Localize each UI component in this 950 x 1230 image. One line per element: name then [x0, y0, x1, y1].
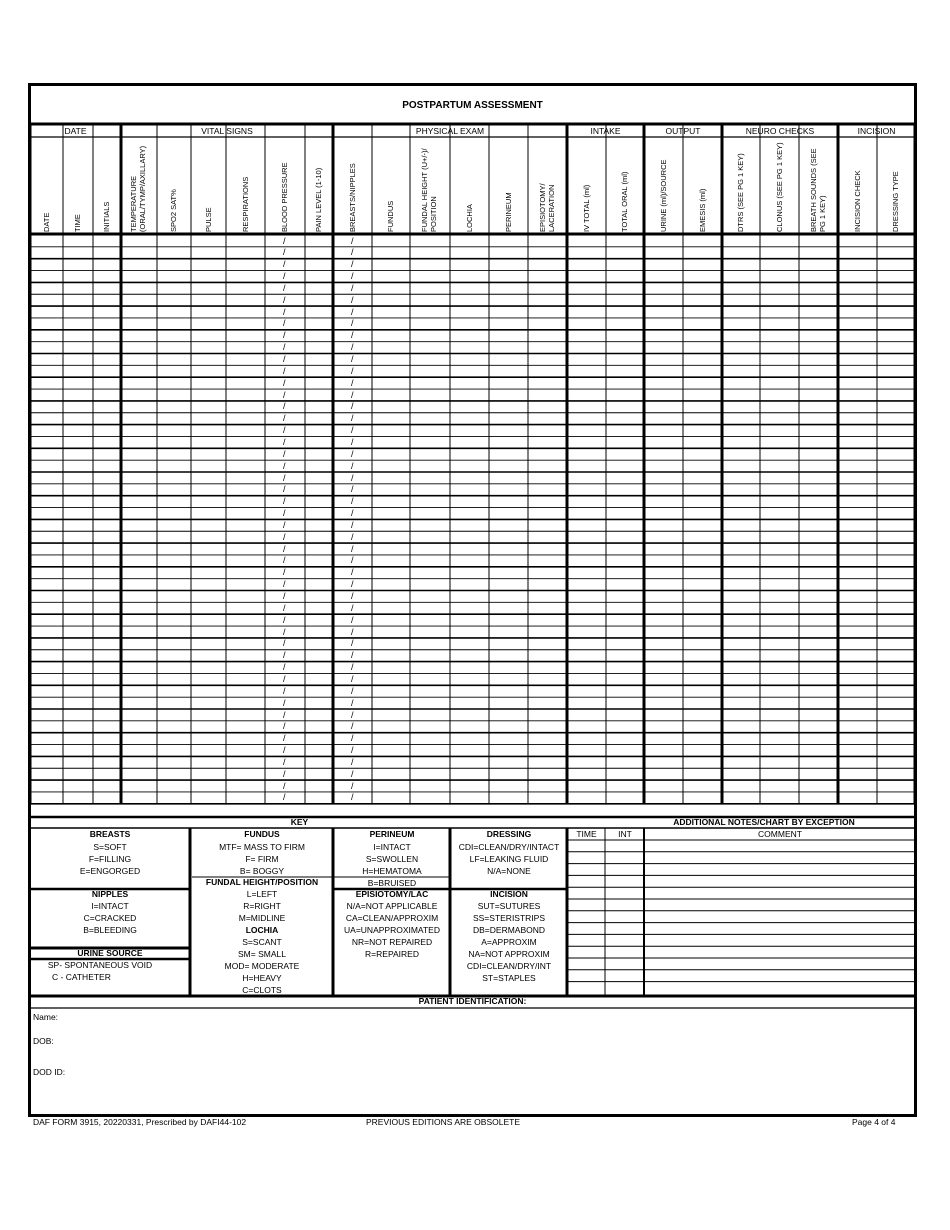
breasts-slash: /: [351, 602, 354, 613]
bp-slash: /: [283, 448, 286, 459]
footer-page: Page 4 of 4: [852, 1117, 896, 1127]
perineum-key-title: PERINEUM: [369, 829, 415, 839]
breasts-slash: /: [351, 460, 354, 471]
breasts-slash: /: [351, 768, 354, 779]
breasts-slash: /: [351, 247, 354, 258]
bp-slash: /: [283, 247, 286, 258]
column-header: DTRS (SEE PG 1 KEY): [736, 153, 745, 232]
patient-id-title: PATIENT IDENTIFICATION:: [418, 996, 527, 1006]
column-header: TEMPERATURE (ORAL/TYMP/AXILLARY): [129, 145, 147, 232]
bp-slash: /: [283, 271, 286, 282]
breasts-slash: /: [351, 342, 354, 353]
breasts-slash: /: [351, 377, 354, 388]
dressing-key-list: CDI=CLEAN/DRY/INTACT LF=LEAKING FLUID N/A=NONE: [458, 842, 560, 876]
bp-slash: /: [283, 282, 286, 293]
breasts-slash: /: [351, 413, 354, 424]
bp-slash: /: [283, 354, 286, 364]
column-header: URINE (ml)/SOURCE: [658, 159, 668, 232]
bp-slash: /: [283, 436, 286, 447]
breasts-slash: /: [351, 662, 354, 673]
bp-slash: /: [283, 531, 286, 542]
footer-form-id: DAF FORM 3915, 20220331, Prescribed by DAFI44-102: [33, 1117, 247, 1127]
column-header: TIME: [73, 214, 82, 232]
breasts-slash: /: [351, 733, 354, 744]
bp-slash: /: [283, 614, 286, 625]
breasts-slash: /: [351, 282, 354, 293]
column-header: TOTAL ORAL (ml): [620, 171, 629, 232]
column-header: INITIALS: [102, 201, 111, 232]
bp-slash: /: [283, 733, 286, 744]
breasts-slash: /: [351, 543, 354, 554]
breasts-slash: /: [351, 555, 354, 566]
bp-slash: /: [283, 306, 286, 317]
incision-key-title: INCISION: [490, 889, 528, 899]
column-header: RESPIRATIONS: [240, 176, 250, 232]
bp-slash: /: [283, 591, 286, 601]
bp-slash: /: [283, 626, 286, 637]
fundal-height-key-list: L=LEFT R=RIGHT M=MIDLINE: [238, 889, 286, 923]
bp-slash: /: [283, 496, 286, 507]
bp-slash: /: [283, 602, 286, 613]
perineum-key-list: I=INTACT S=SWOLLEN H=HEMATOMA B=BRUISED: [362, 842, 422, 888]
breasts-slash: /: [351, 685, 354, 696]
bp-slash: /: [283, 365, 286, 376]
column-header: FUNDAL HEIGHT (U+/-)/ POSITION: [420, 148, 438, 232]
bp-slash: /: [283, 235, 286, 246]
breasts-slash: /: [351, 330, 354, 341]
column-group-3: INTAKE: [590, 126, 621, 136]
bp-slash: /: [283, 460, 286, 471]
column-group-4: OUTPUT: [665, 126, 701, 136]
breasts-key-list: S=SOFT F=FILLING E=ENGORGED: [79, 842, 141, 876]
bp-slash: /: [283, 342, 286, 353]
breasts-slash: /: [351, 567, 354, 578]
breasts-slash: /: [351, 496, 354, 507]
urine-source-key-list: SP- SPONTANEOUS VOID C - CATHETER: [47, 960, 153, 982]
breasts-slash: /: [351, 531, 354, 542]
breasts-slash: /: [351, 484, 354, 495]
episiotomy-key-list: N/A=NOT APPLICABLE CA=CLEAN/APPROXIM UA=UNAPPROXIMATED NR=NOT REPAIRED R=REPAIRED: [344, 901, 440, 959]
column-header: CLONUS (SEE PG 1 KEY): [774, 142, 784, 232]
breasts-slash: /: [351, 472, 354, 483]
form-title: POSTPARTUM ASSESSMENT: [402, 100, 543, 111]
breasts-slash: /: [351, 780, 354, 791]
key-title: KEY: [290, 817, 309, 827]
lochia-key-list: S=SCANT SM= SMALL MOD= MODERATE H=HEAVY C=CLOTS: [224, 937, 300, 995]
breasts-slash: /: [351, 697, 354, 708]
column-group-1: VITAL SIGNS: [201, 126, 253, 136]
breasts-slash: /: [351, 614, 354, 625]
breasts-slash: /: [351, 721, 354, 732]
column-header: DRESSING TYPE: [891, 171, 900, 232]
breasts-slash: /: [351, 709, 354, 720]
column-header: INCISION CHECK: [852, 170, 862, 232]
notes-int-header: INT: [618, 829, 632, 839]
column-header: BLOOD PRESSURE: [280, 162, 289, 232]
bp-slash: /: [283, 389, 286, 400]
column-group-6: INCISION: [857, 126, 896, 136]
column-header: LOCHIA: [464, 204, 474, 232]
breasts-slash: /: [351, 745, 354, 756]
breasts-slash: /: [351, 792, 354, 803]
bp-slash: /: [283, 519, 286, 530]
bp-slash: /: [283, 709, 286, 720]
patient-name-label: Name:: [33, 1012, 59, 1022]
column-header: IV TOTAL (ml): [581, 184, 591, 232]
fundal-height-key-title: FUNDAL HEIGHT/POSITION: [205, 877, 319, 887]
fundus-key-title: FUNDUS: [244, 829, 280, 839]
column-header: EMESIS (ml): [697, 188, 707, 232]
bp-slash: /: [283, 543, 286, 554]
footer-obsolete: PREVIOUS EDITIONS ARE OBSOLETE: [366, 1117, 520, 1127]
nipples-key-title: NIPPLES: [91, 889, 129, 899]
bp-slash: /: [283, 780, 286, 791]
bp-slash: /: [283, 745, 286, 756]
urine-source-key-title: URINE SOURCE: [77, 948, 143, 958]
bp-slash: /: [283, 697, 286, 708]
nipples-key-list: I=INTACT C=CRACKED B=BLEEDING: [83, 901, 137, 935]
column-header: PAIN LEVEL (1-10): [314, 167, 323, 232]
column-header: EPISIOTOMY/ LACERATION: [537, 183, 556, 232]
dressing-key-title: DRESSING: [486, 829, 532, 839]
bp-slash: /: [283, 294, 286, 305]
column-header: FUNDUS: [386, 200, 395, 232]
bp-slash: /: [283, 425, 286, 436]
breasts-slash: /: [351, 508, 354, 519]
breasts-slash: /: [351, 354, 354, 364]
bp-slash: /: [283, 579, 286, 590]
bp-slash: /: [283, 318, 286, 329]
episiotomy-key-title: EPISIOTOMY/LAC: [355, 889, 429, 899]
fundus-key-list: MTF= MASS TO FIRM F= FIRM B= BOGGY: [219, 842, 305, 876]
incision-key-list: SUT=SUTURES SS=STERISTRIPS DB=DERMABOND A=APPROXIM NA=NOT APPROXIM CDI=CLEAN/DRY/INT ST=STAPLES: [466, 901, 552, 983]
breasts-slash: /: [351, 365, 354, 376]
bp-slash: /: [283, 259, 286, 270]
breasts-slash: /: [351, 389, 354, 400]
column-header: BREATH SOUNDS (SEE PG 1 KEY): [808, 148, 827, 232]
bp-slash: /: [283, 792, 286, 803]
notes-time-header: TIME: [576, 829, 597, 839]
column-header: PERINEUM: [503, 192, 513, 232]
breasts-slash: /: [351, 591, 354, 601]
bp-slash: /: [283, 401, 286, 412]
column-group-0: DATE: [64, 126, 87, 136]
breasts-slash: /: [351, 626, 354, 637]
lochia-key-title: LOCHIA: [245, 925, 279, 935]
column-header: DATE: [41, 212, 51, 232]
bp-slash: /: [283, 484, 286, 495]
bp-slash: /: [283, 472, 286, 483]
bp-slash: /: [283, 662, 286, 673]
column-header: PULSE: [203, 207, 213, 232]
bp-slash: /: [283, 685, 286, 696]
breasts-slash: /: [351, 673, 354, 684]
column-group-2: PHYSICAL EXAM: [415, 126, 485, 136]
breasts-slash: /: [351, 401, 354, 412]
breasts-slash: /: [351, 425, 354, 436]
breasts-slash: /: [351, 235, 354, 246]
bp-slash: /: [283, 413, 286, 424]
notes-comment-header: COMMENT: [758, 829, 802, 839]
breasts-key-title: BREASTS: [89, 829, 131, 839]
bp-slash: /: [283, 638, 286, 649]
breasts-slash: /: [351, 306, 354, 317]
patient-dob-label: DOB:: [33, 1036, 54, 1046]
bp-slash: /: [283, 673, 286, 684]
breasts-slash: /: [351, 638, 354, 649]
breasts-slash: /: [351, 436, 354, 447]
column-header: SPO2 SAT%: [169, 189, 178, 232]
breasts-slash: /: [351, 519, 354, 530]
bp-slash: /: [283, 508, 286, 519]
breasts-slash: /: [351, 448, 354, 459]
bp-slash: /: [283, 721, 286, 732]
column-group-5: NEURO CHECKS: [745, 126, 815, 136]
bp-slash: /: [283, 330, 286, 341]
bp-slash: /: [283, 650, 286, 661]
patient-dodid-label: DOD ID:: [33, 1067, 66, 1077]
breasts-slash: /: [351, 271, 354, 282]
breasts-slash: /: [351, 579, 354, 590]
breasts-slash: /: [351, 650, 354, 661]
column-header: BREASTS/NIPPLES: [347, 163, 357, 232]
breasts-slash: /: [351, 294, 354, 305]
breasts-slash: /: [351, 318, 354, 329]
breasts-slash: /: [351, 259, 354, 270]
bp-slash: /: [283, 567, 286, 578]
bp-slash: /: [283, 377, 286, 388]
bp-slash: /: [283, 768, 286, 779]
bp-slash: /: [283, 555, 286, 566]
notes-title: ADDITIONAL NOTES/CHART BY EXCEPTION: [673, 817, 855, 827]
breasts-slash: /: [351, 756, 354, 767]
bp-slash: /: [283, 756, 286, 767]
